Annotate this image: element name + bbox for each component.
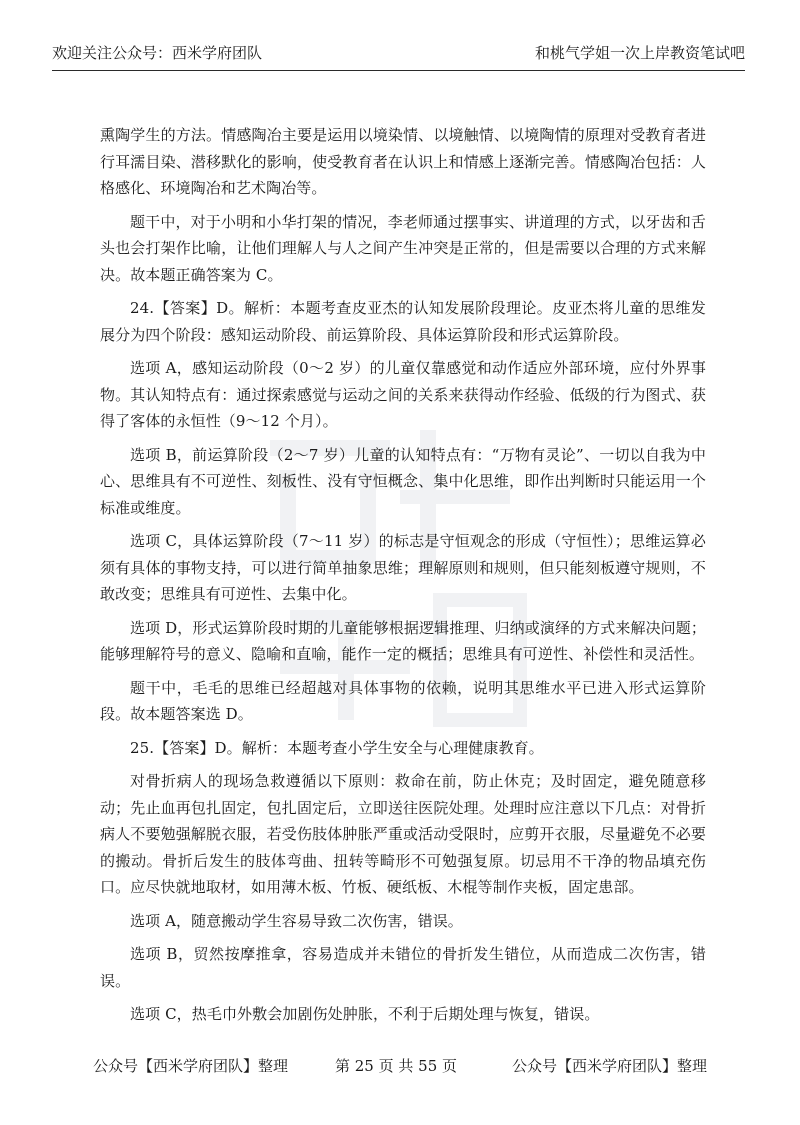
paragraph: 题干中，毛毛的思维已经超越对具体事物的依赖，说明其思维水平已进入形式运算阶段。故本题答案选 D。 (100, 678, 706, 723)
paragraph: 熏陶学生的方法。情感陶冶主要是运用以境染情、以境触情、以境陶情的原理对受教育者进行耳濡目染、潜移默化的影响，使受教育者在认识上和情感上逐渐完善。情感陶冶包括：人格感化、环境陶冶和艺术陶冶等。 (100, 126, 706, 197)
paragraph: 选项 D，形式运算阶段时期的儿童能够根据逻辑推理、归纳或演绎的方式来解决问题；能够理解符号的意义、隐喻和直喻，能作一定的概括；思维具有可逆性、补偿性和灵活性。 (100, 618, 706, 663)
paragraph: 25.【答案】D。解析：本题考查小学生安全与心理健康教育。 (130, 738, 544, 757)
paragraph: 题干中，对于小明和小华打架的情况，李老师通过摆事实、讲道理的方式，以牙齿和舌头也会打架作比喻，让他们理解人与人之间产生冲突是正常的，但是需要以合理的方式来解决。故本题正确答案为 C。 (100, 212, 706, 284)
paragraph: 24.【答案】D。解析：本题考查皮亚杰的认知发展阶段理论。皮亚杰将儿童的思维发展分为四个阶段：感知运动阶段、前运算阶段、具体运算阶段和形式运算阶段。 (100, 299, 706, 344)
paragraph: 选项 B，贸然按摩推拿，容易造成并未错位的骨折发生错位，从而造成二次伤害，错误。 (100, 945, 706, 990)
paragraph: 对骨折病人的现场急救遵循以下原则：救命在前，防止休克；及时固定，避免随意移动；先止血再包扎固定，包扎固定后，立即送往医院处理。处理时应注意以下几点：对骨折病人不要勉强解脱衣服，若受伤肢体肿胀严重或活动受限时，应剪开衣服，尽量避免不必要的搬动。骨折后发生的肢体弯曲、扭转等畸形不可勉强复原。切忌用不干净的物品填充伤口。应尽快就地取材，如用薄木板、竹板、硬纸板、木棍等制作夹板，固定患部。 (100, 772, 706, 896)
header-left-text: 欢迎关注公众号：西米学府团队 (52, 44, 263, 62)
paragraph: 选项 C，具体运算阶段（7～11 岁）的标志是守恒观念的形成（守恒性）；思维运算必须有具体的事物支持，可以进行简单抽象思维；理解原则和规则，但只能刻板遵守规则，不敢改变；思维具有可逆性、去集中化。 (100, 532, 706, 603)
header-right-text: 和桃气学姐一次上岸教资笔试吧 (534, 44, 745, 62)
paragraph: 选项 A，随意搬动学生容易导致二次伤害，错误。 (130, 911, 463, 930)
footer-right-text: 公众号【西米学府团队】整理 (512, 1057, 708, 1075)
paragraph: 选项 C，热毛巾外敷会加剧伤处肿胀，不利于后期处理与恢复，错误。 (130, 1005, 600, 1023)
paragraph: 选项 B，前运算阶段（2～7 岁）儿童的认知特点有：“万物有灵论”、一切以自我为中心、思维具有不可逆性、刻板性、没有守恒概念、集中化思维，即作出判断时只能运用一个标准或维度。 (100, 445, 706, 517)
document-body (100, 122, 706, 1035)
page-number: 第 25 页 共 55 页 (335, 1057, 458, 1075)
page-header (52, 36, 745, 71)
footer-left-text: 公众号【西米学府团队】整理 (93, 1057, 289, 1075)
paragraph: 选项 A，感知运动阶段（0～2 岁）的儿童仅靠感觉和动作适应外部环境，应付外界事物。其认知特点有：通过探索感觉与运动之间的关系来获得动作经验、低级的行为图式、获得了客体的永恒性（9～12 个月）。 (100, 359, 706, 430)
